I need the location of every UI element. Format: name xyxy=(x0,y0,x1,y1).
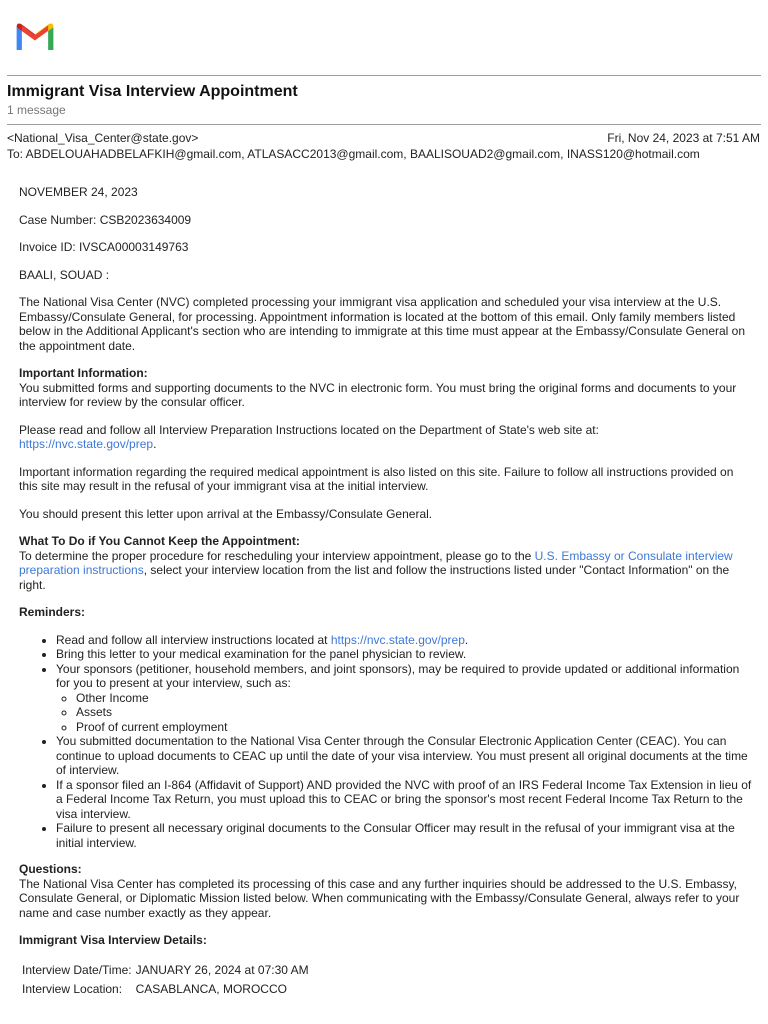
list-item: ◦ Proof of current employment xyxy=(76,720,754,735)
list-item xyxy=(56,662,754,735)
reminder-1-text: Read and follow all interview instructions located at xyxy=(56,632,331,647)
email-subject: Immigrant Visa Interview Appointment xyxy=(7,83,298,100)
cannot-keep-heading: What To Do if You Cannot Keep the Appointment: xyxy=(19,534,300,548)
applicant-name: BAALI, SOUAD : xyxy=(19,267,110,282)
details-heading-text: Immigrant Visa Interview Details: xyxy=(19,933,207,947)
list-item: • If a sponsor filed an I-864 (Affidavit of Support) AND provided the NVC with proof of an IRS Federal Income Tax Extension in lieu of a Federal Income Tax Return, you must upload this to CEAC or bring the sponsor's most recent Federal Income Tax Return to the visa interview. xyxy=(56,778,754,822)
medical-paragraph: Important information regarding the required medical appointment is also listed on this site. Failure to follow all instructions provided on this site may result in the refusal of your immigrant visa at the initial interview. xyxy=(19,464,734,493)
gmail-logo-icon xyxy=(14,20,56,52)
message-count: 1 message xyxy=(7,103,66,117)
list-item: • Failure to present all necessary original documents to the Consular Officer may result in the refusal of your immigrant visa at the initial interview. xyxy=(56,821,754,850)
invoice-id: Invoice ID: IVSCA00003149763 xyxy=(19,240,189,254)
details-heading xyxy=(19,933,754,948)
prep-link[interactable]: https://nvc.state.gov/prep xyxy=(19,437,154,451)
interview-details-table xyxy=(20,961,311,999)
embassy-instructions-link[interactable]: U.S. Embassy or Consulate interview preparation instructions xyxy=(19,548,733,577)
letter-date: NOVEMBER 24, 2023 xyxy=(19,185,138,199)
prep-period: . xyxy=(153,437,157,451)
list-item: • You submitted documentation to the National Visa Center through the Consular Electronic Application Center (CEAC). You can continue to upload documents to CEAC up until the date of your visa interview. You must present all original documents at the time of interview. xyxy=(56,734,754,778)
sponsor-sublist xyxy=(56,691,754,735)
cannot-keep-section xyxy=(19,534,754,592)
reminder-1-end: . xyxy=(464,632,469,647)
detail-value: CASABLANCA, MOROCCO xyxy=(135,981,287,996)
important-heading: Important Information: xyxy=(19,366,148,380)
subject-divider xyxy=(7,124,761,125)
list-item: • Bring this letter to your medical examination for the panel physician to review. xyxy=(56,647,754,662)
detail-label: Interview Date/Time: xyxy=(22,962,132,977)
present-paragraph: You should present this letter upon arrival at the Embassy/Consulate General. xyxy=(19,506,433,521)
reminders-list xyxy=(19,633,754,851)
questions-section xyxy=(19,862,754,920)
header-divider xyxy=(7,75,761,76)
detail-value: JANUARY 26, 2024 at 07:30 AM xyxy=(135,962,309,977)
questions-text: The National Visa Center has completed its processing of this case and any further inquiries should be addressed to the U.S. Embassy, Consulate General, or Diplomatic Mission listed below. When communicating with the Embassy/Consulate General, always refer to your name and case number exactly as they appear. xyxy=(19,876,740,920)
case-number: Case Number: CSB2023634009 xyxy=(19,212,192,227)
table-row xyxy=(20,961,311,980)
questions-heading: Questions: xyxy=(19,862,82,876)
intro-paragraph: The National Visa Center (NVC) completed processing your immigrant visa application and scheduled your visa interview at the U.S. Embassy/Consulate General, for processing. Appointment information is located at the bottom of this email. Only family members listed below in the Additional Applicant's section who are intending to immigrate at this time must appear at the Embassy/Consulate General on the appointment date. xyxy=(19,295,746,353)
important-section xyxy=(19,366,754,410)
email-body xyxy=(19,185,754,999)
reminder-3-text: Your sponsors (petitioner, household members, and joint sponsors), may be required to provide updated or additional information for you to present at your interview, such as: xyxy=(56,661,740,690)
list-item xyxy=(56,633,754,648)
sender-address[interactable]: <National_Visa_Center@state.gov> xyxy=(7,131,199,145)
list-item: ◦ Assets xyxy=(76,705,754,720)
cannot-text-2: , select your interview location from the list and follow the instructions listed under "Contact Information" on the right. xyxy=(19,563,730,592)
table-row xyxy=(20,980,311,999)
detail-label: Interview Location: xyxy=(22,981,123,996)
reminders-heading-text: Reminders: xyxy=(19,605,86,619)
recipients-line: To: ABDELOUAHADBELAFKIH@gmail.com, ATLASACC2013@gmail.com, BAALISOUAD2@gmail.com, INASS120@hotmail.com xyxy=(7,147,700,161)
important-text: You submitted forms and supporting documents to the NVC in electronic form. You must bring the original forms and documents to your interview for review by the consular officer. xyxy=(19,380,737,409)
list-item: ◦ Other Income xyxy=(76,691,754,706)
message-date: Fri, Nov 24, 2023 at 7:51 AM xyxy=(607,131,760,145)
prep-paragraph xyxy=(19,423,754,452)
reminders-heading xyxy=(19,605,754,620)
prep-text: Please read and follow all Interview Preparation Instructions located on the Department of State's web site at: xyxy=(19,422,599,437)
cannot-text-1: To determine the proper procedure for rescheduling your interview appointment, please go to the xyxy=(19,548,535,563)
reminder-prep-link[interactable]: https://nvc.state.gov/prep xyxy=(330,632,465,647)
